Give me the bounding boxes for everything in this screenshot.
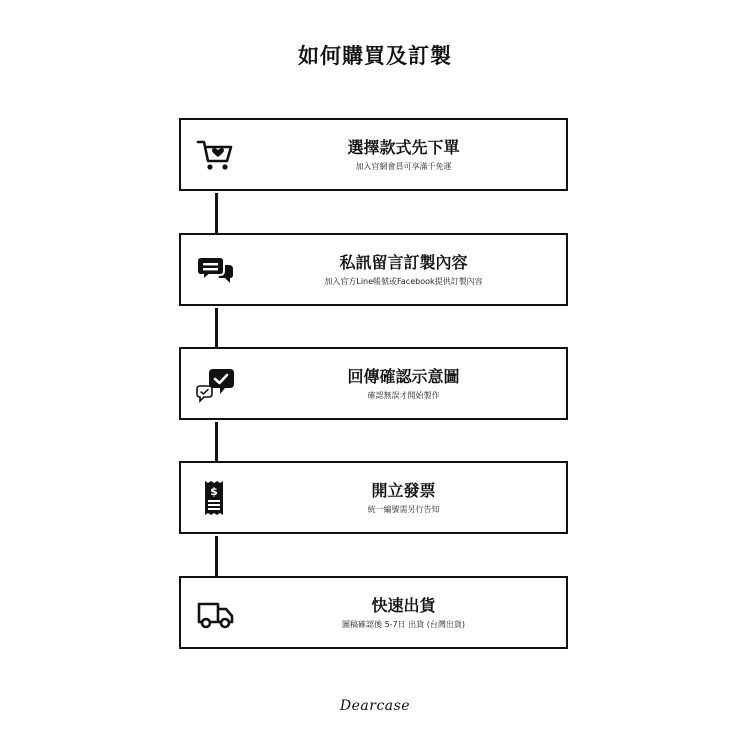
step-connector <box>215 422 218 461</box>
step-title: 開立發票 <box>371 480 436 500</box>
brand-logo: Dearcase <box>339 698 411 714</box>
step-card-message <box>179 233 568 306</box>
step-subtitle: 統一編號需另行告知 <box>367 504 440 514</box>
step-subtitle: 確認無誤才開始製作 <box>367 390 440 400</box>
step-title: 快速出貨 <box>371 595 436 615</box>
step-card-confirm <box>179 347 568 420</box>
step-connector <box>215 536 218 576</box>
delivery-truck-icon <box>195 594 235 632</box>
step-connector <box>215 308 218 347</box>
step-card-shipping <box>179 576 568 649</box>
page-title: 如何購買及訂製 <box>298 44 452 68</box>
confirm-chat-check-icon <box>195 365 235 403</box>
step-title: 選擇款式先下單 <box>347 137 460 157</box>
receipt-dollar-icon <box>195 479 235 517</box>
step-card-invoice <box>179 461 568 534</box>
chat-bubbles-icon <box>195 251 235 289</box>
step-subtitle: 加入官網會員可享滿千免運 <box>355 161 452 171</box>
step-subtitle: 加入官方Line帳號或Facebook提供訂製內容 <box>324 276 483 286</box>
step-connector <box>215 193 218 233</box>
step-subtitle: 圖稿確認後 5-7日 出貨 (台灣出貨) <box>342 619 465 629</box>
step-card-order <box>179 118 568 191</box>
svg-text:$: $ <box>210 485 218 498</box>
shopping-cart-heart-icon <box>195 136 235 174</box>
step-title: 私訊留言訂製內容 <box>339 252 468 272</box>
step-title: 回傳確認示意圖 <box>347 366 460 386</box>
